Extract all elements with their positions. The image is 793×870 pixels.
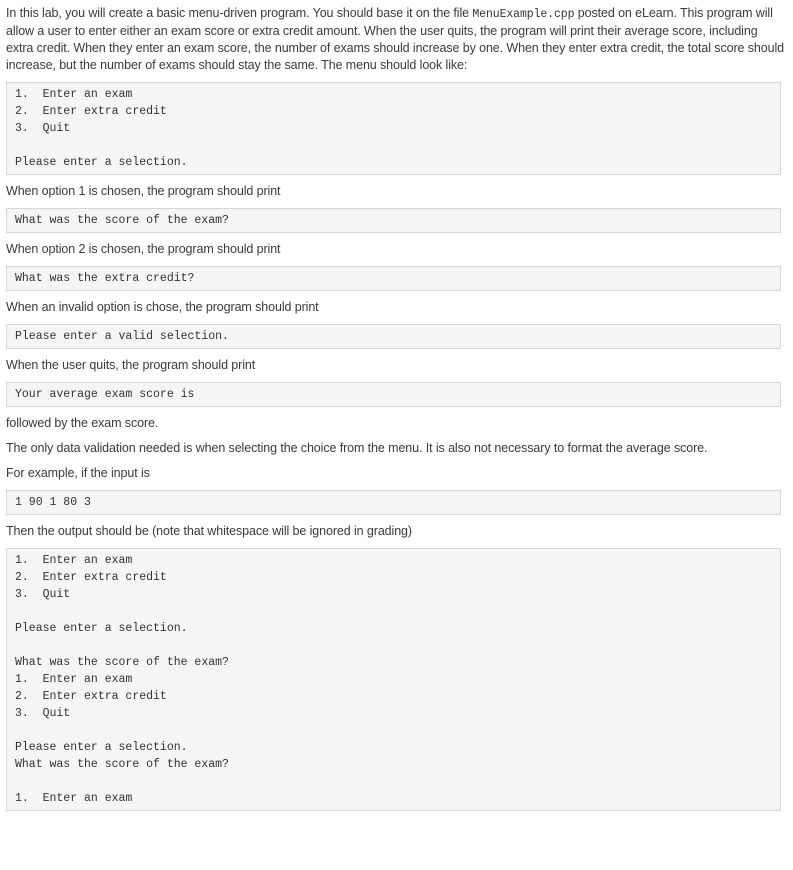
output-line: 1. Enter an exam <box>15 792 133 805</box>
output-line: 3. Quit <box>15 588 71 601</box>
output-line: 1. Enter an exam <box>15 673 133 686</box>
output-line: What was the score of the exam? <box>15 656 229 669</box>
output-line: Please enter a selection. <box>15 622 188 635</box>
output-line: 2. Enter extra credit <box>15 690 167 703</box>
invalid-code-block <box>6 324 781 349</box>
menu-item-3: 3. Quit <box>15 122 71 135</box>
option1-code-block <box>6 208 781 233</box>
invalid-text: When an invalid option is chose, the program should print <box>6 300 319 314</box>
menu-code-block <box>6 82 781 175</box>
option2-code: What was the extra credit? <box>15 272 195 285</box>
output-line: What was the score of the exam? <box>15 758 229 771</box>
invalid-code: Please enter a valid selection. <box>15 330 229 343</box>
output-code-block <box>6 548 781 811</box>
quit-code: Your average exam score is <box>15 388 195 401</box>
output-line: 1. Enter an exam <box>15 554 133 567</box>
output-line: 3. Quit <box>15 707 71 720</box>
option2-text: When option 2 is chosen, the program should print <box>6 242 281 256</box>
output-line: Please enter a selection. <box>15 741 188 754</box>
output-line: 2. Enter extra credit <box>15 571 167 584</box>
menu-prompt: Please enter a selection. <box>15 156 188 169</box>
validation-text: The only data validation needed is when selecting the choice from the menu. It is also not necessary to format the average score. <box>6 441 708 455</box>
option1-text: When option 1 is chosen, the program should print <box>6 184 281 198</box>
option1-code: What was the score of the exam? <box>15 214 229 227</box>
example-input: 1 90 1 80 3 <box>15 496 91 509</box>
quit-text: When the user quits, the program should print <box>6 358 256 372</box>
intro-paragraph <box>6 5 787 74</box>
intro-text-after: posted on eLearn. This program will allow a user to enter either an exam score or extra credit amount. When the user quits, the program will print their average score, including extra credit. When they enter an exam score, the number of exams should increase by one. When they enter extra credit, the total score should increase, but the number of exams should stay the same. The menu should look like: <box>6 6 784 72</box>
menu-item-1: 1. Enter an exam <box>15 88 133 101</box>
followed-text: followed by the exam score. <box>6 416 159 430</box>
intro-text-before: In this lab, you will create a basic menu-driven program. You should base it on the file <box>6 6 473 20</box>
quit-code-block <box>6 382 781 407</box>
example-intro-text: For example, if the input is <box>6 466 150 480</box>
output-intro-text: Then the output should be (note that whitespace will be ignored in grading) <box>6 524 412 538</box>
option2-code-block <box>6 266 781 291</box>
example-input-block <box>6 490 781 515</box>
file-name-code: MenuExample.cpp <box>472 8 575 21</box>
menu-item-2: 2. Enter extra credit <box>15 105 167 118</box>
